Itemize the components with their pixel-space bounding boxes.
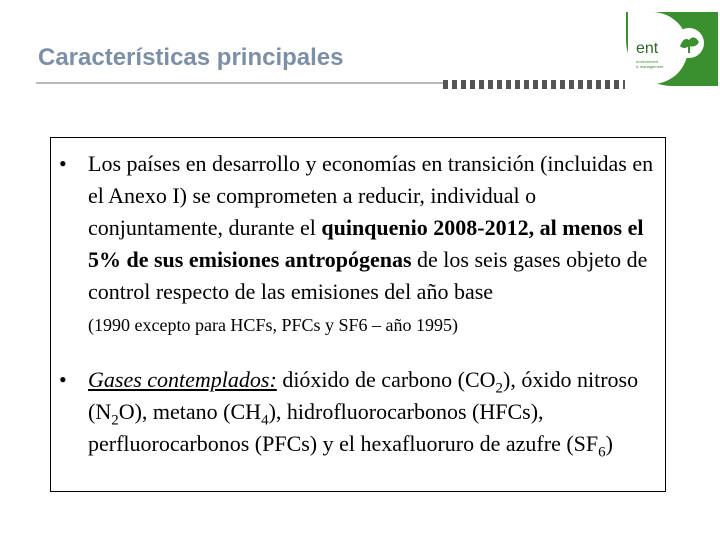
bullet-1-bold: quinquenio 2008-2012, al menos el 5% de sus emisiones antropógenas [88, 215, 644, 272]
slide-title: Características principales [38, 44, 344, 71]
bullet-2-text-3: O), metano (CH [118, 399, 262, 424]
title-underline [36, 82, 444, 84]
bullet-2-text-1: dióxido de carbono (CO [276, 367, 496, 392]
bullet-2 [88, 364, 660, 460]
bullet-1 [88, 148, 660, 341]
bullet-marker-1: • [59, 151, 67, 176]
bullet-1-text: Los países en desarrollo y economías en transición (incluidas en el Anexo I) se comprometen a reducir, individual o conjuntamente, durante el [88, 151, 654, 240]
bullet-2-text-5: ) [605, 431, 613, 456]
bullet-1-note: (1990 excepto para HCFs, PFCs y SF6 – año 1995) [88, 315, 458, 335]
logo-tagline-line2: & management [636, 64, 664, 69]
logo-tagline-line1: environment [636, 59, 659, 64]
logo-tagline [636, 59, 676, 69]
bullet-2-lead: Gases contemplados: [88, 367, 277, 392]
bullet-2-sub-1: 2 [495, 380, 504, 397]
bullet-2-sub-2: 2 [111, 412, 119, 429]
bullet-marker-2: • [59, 367, 67, 392]
bullet-2-text-2: ), óxido nitroso (N [88, 367, 639, 424]
content-box [50, 137, 666, 492]
dotted-divider [443, 80, 625, 89]
tree-logo-icon [672, 26, 706, 60]
logo-brand: ent [636, 40, 659, 57]
bullet-2-text-4: ), hidrofluorocarbonos (HFCs), perfluorocarbonos (PFCs) y el hexafluoruro de azufre (SF [88, 399, 599, 456]
bullet-1-text-end: de los seis gases objeto de control respecto de las emisiones del año base [88, 247, 648, 304]
bullet-2-sub-3: 4 [261, 412, 269, 429]
bullet-2-sub-4: 6 [598, 444, 606, 461]
